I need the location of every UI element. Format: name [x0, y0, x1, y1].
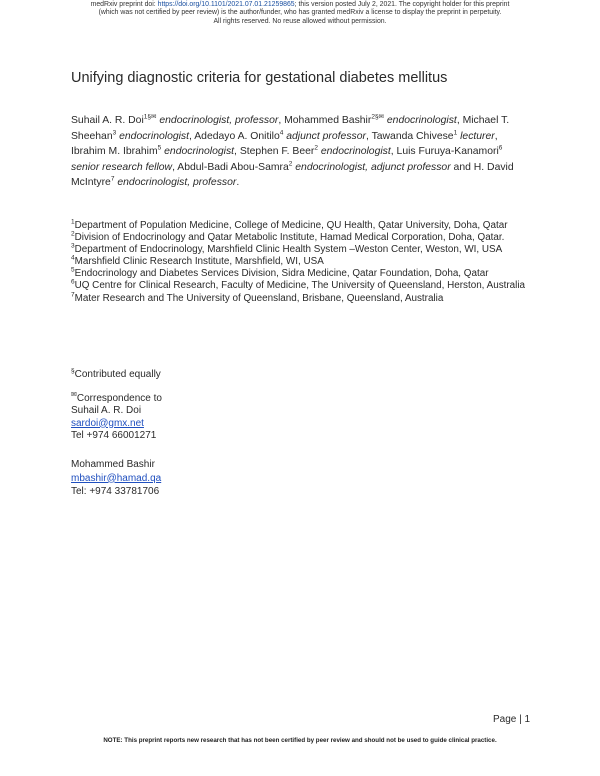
- correspondence2-tel: Tel: +974 33781706: [71, 486, 160, 497]
- author-affiliation-marker: 7: [110, 175, 115, 183]
- affiliation-marker: 2: [71, 230, 75, 238]
- author-name: Michael T. Sheehan: [71, 115, 510, 142]
- affiliation-marker: 1: [71, 218, 75, 226]
- affiliation-marker: 6: [71, 279, 75, 287]
- author-role: endocrinologist, adjunct professor: [295, 161, 451, 173]
- correspondence-block-2: [71, 458, 161, 499]
- author-name: Mohammed Bashir: [284, 115, 372, 126]
- correspondence-block: [71, 393, 162, 442]
- affiliation-text: UQ Centre for Clinical Research, Faculty of Medicine, The University of Queensland, Herston, Australia: [74, 280, 526, 292]
- author-list: [71, 113, 533, 191]
- affiliation-marker: 3: [71, 242, 75, 250]
- author-separator: ,: [456, 115, 463, 126]
- contribution-note: §Contributed equally: [71, 367, 161, 380]
- author-separator: ,: [278, 115, 285, 126]
- author-role: endocrinologist, professor: [117, 177, 237, 189]
- affiliation-text: Mater Research and The University of Queensland, Brisbane, Queensland, Australia: [74, 292, 444, 304]
- affiliation-text: Division of Endocrinology and Qatar Metabolic Institute, Hamad Medical Corporation, Doha, Qatar.: [74, 232, 505, 244]
- author-separator: ,: [390, 146, 397, 158]
- paper-title: Unifying diagnostic criteria for gestational diabetes mellitus: [71, 70, 448, 86]
- email-link-doi[interactable]: sardoi@gmx.net: [71, 417, 144, 429]
- author-role: adjunct professor: [286, 130, 366, 142]
- author-affiliation-marker: 3: [112, 129, 117, 137]
- author-role: endocrinologist: [386, 115, 457, 126]
- author-name: Adedayo A. Onitilo: [194, 130, 280, 142]
- doi-link[interactable]: https://doi.org/10.1101/2021.07.01.21259865: [157, 1, 295, 8]
- affiliation-item: [71, 220, 533, 232]
- affiliation-list: [71, 220, 533, 305]
- author-name: Stephen F. Beer: [239, 146, 315, 158]
- author-role: senior research fellow: [71, 161, 173, 173]
- author-separator: .: [236, 177, 240, 189]
- author-role: endocrinologist: [164, 146, 235, 158]
- affiliation-text: Marshfield Clinic Research Institute, Marshfield, WI, USA: [74, 256, 324, 268]
- author-role: endocrinologist, professor: [159, 115, 279, 126]
- header-line-3: All rights reserved. No reuse allowed without permission.: [213, 17, 387, 25]
- author-separator: and: [450, 161, 474, 173]
- affiliation-marker: 7: [71, 291, 75, 299]
- affiliation-item: [71, 268, 533, 280]
- author-role: lecturer: [460, 130, 495, 142]
- email-link-bashir[interactable]: mbashir@hamad.qa: [71, 472, 162, 484]
- author-separator: ,: [365, 130, 372, 142]
- author-affiliation-marker: 2: [314, 144, 318, 152]
- author-separator: ,: [234, 146, 240, 158]
- author-affiliation-marker: 4: [279, 129, 284, 137]
- author-name: Abdul-Badi Abou-Samra: [177, 161, 289, 173]
- author-separator: ,: [172, 161, 178, 173]
- author-name: Ibrahim M. Ibrahim: [71, 146, 158, 158]
- affiliation-item: [71, 244, 533, 256]
- author-affiliation-marker: 1: [453, 129, 458, 137]
- preprint-header: [0, 1, 600, 26]
- preprint-footer-note: NOTE: This preprint reports new research that has not been certified by peer review and should not be used to guide clinical practice.: [103, 737, 497, 744]
- author-name: Luis Furuya-Kanamori: [396, 146, 499, 158]
- author-affiliation-marker: 1§✉: [143, 113, 157, 121]
- header-line-1: medRxiv preprint doi: https://doi.org/10.1101/2021.07.01.21259865; this version posted July 2, 2021. The copyright holder for this preprint: [90, 1, 510, 8]
- correspondence-name: Suhail A. R. Doi: [71, 405, 142, 417]
- affiliation-text: Department of Population Medicine, College of Medicine, QU Health, Qatar University, Doha, Qatar: [74, 220, 508, 231]
- author-name: H. David McIntyre: [71, 161, 514, 189]
- author-affiliation-marker: 6: [498, 144, 503, 152]
- affiliation-marker: 5: [71, 267, 75, 275]
- author-affiliation-marker: 2: [288, 160, 293, 168]
- affiliation-item: [71, 232, 533, 244]
- affiliation-marker: 4: [71, 254, 75, 262]
- author-role: endocrinologist: [320, 146, 391, 158]
- affiliation-item: [71, 293, 533, 305]
- envelope-icon: ✉: [71, 391, 77, 399]
- affiliation-text: Endocrinology and Diabetes Services Division, Sidra Medicine, Qatar Foundation, Doha, Qatar: [74, 268, 489, 280]
- header-line-2: (which was not certified by peer review) is the author/funder, who has granted medRxiv a license to display the preprint in perpetuity.: [98, 9, 502, 17]
- affiliation-item: [71, 280, 533, 292]
- author-separator: ,: [494, 130, 498, 142]
- correspondence-tel: Tel +974 66001271: [71, 429, 157, 441]
- affiliation-item: [71, 256, 533, 268]
- page-number: Page | 1: [493, 714, 531, 725]
- correspondence2-name: Mohammed Bashir: [71, 459, 155, 470]
- author-affiliation-marker: 2§✉: [371, 113, 385, 121]
- correspondence-label: Correspondence to: [76, 393, 162, 404]
- author-role: endocrinologist: [119, 130, 190, 142]
- author-name: Suhail A. R. Doi: [71, 115, 144, 126]
- author-affiliation-marker: 5: [157, 144, 162, 152]
- affiliation-text: Department of Endocrinology, Marshfield Clinic Health System –Weston Center, Weston, WI, USA: [74, 244, 503, 256]
- author-name: Tawanda Chivese: [371, 130, 454, 142]
- author-separator: ,: [189, 130, 195, 142]
